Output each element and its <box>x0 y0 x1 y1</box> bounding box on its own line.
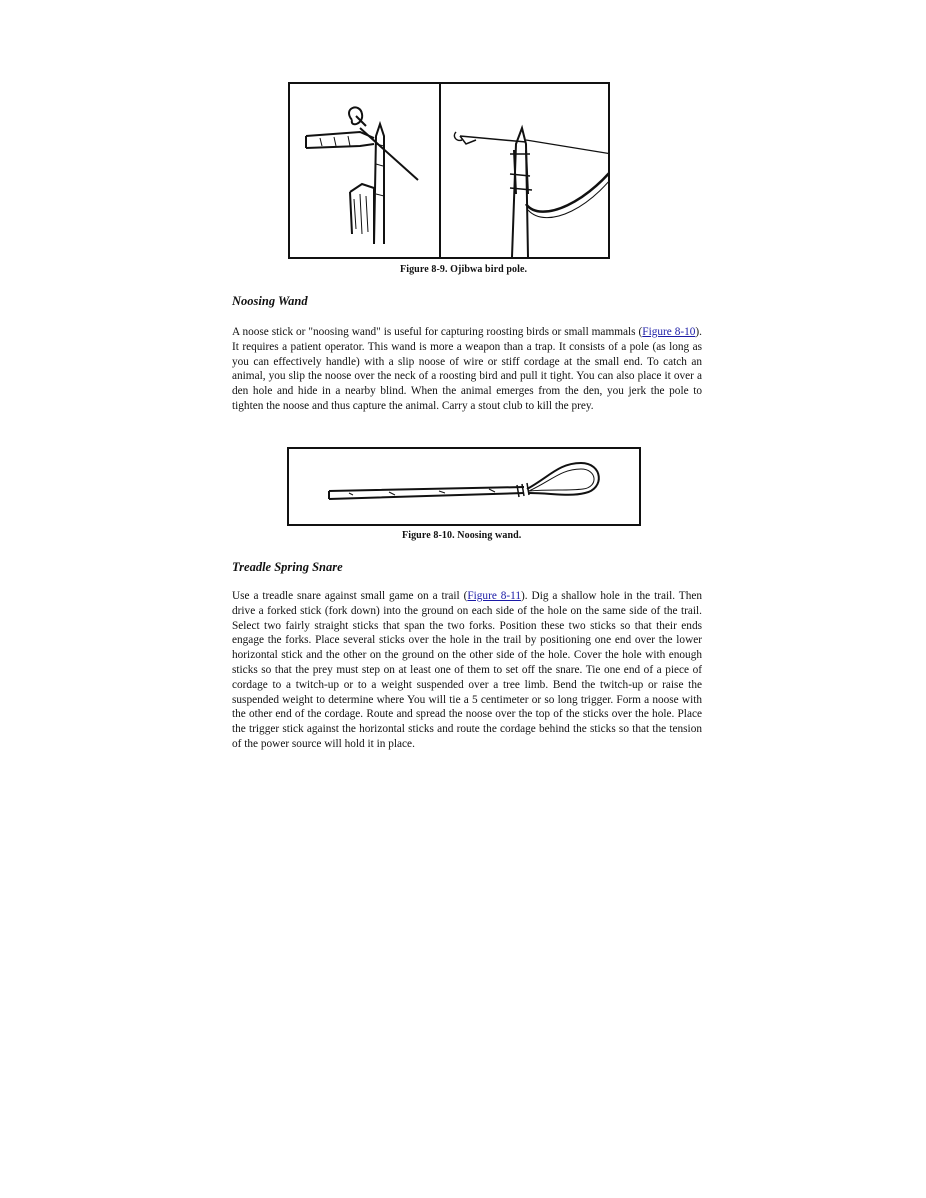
noosing-wand-paragraph <box>232 325 702 414</box>
paragraph-text: ). Dig a shallow hole in the trail. Then drive a forked stick (fork down) into the ground on each side of the hole on the same side of the trail. Select two fairly straight sticks that span the two forks. Position these two sticks so that their ends engage the forks. Place several sticks over the hole in the trail by positioning one end over the lower horizontal stick and the other on the ground on the other side of the hole. Cover the hole with enough sticks so that the prey must step on at least one of them to set off the snare. Tie one end of a piece of cordage to a twitch-up or to a weight suspended over a tree limb. Bend the twitch-up or raise the suspended weight to determine where You will tie a 5 centimeter or so long trigger. Form a noose with the other end of the cordage. Route and spread the noose over the top of the sticks over the hole. Place the trigger stick against the horizontal sticks and route the cordage behind the sticks so that the tension of the power source will hold it in place. <box>232 590 703 750</box>
figure-8-10-caption: Figure 8-10. Noosing wand. <box>402 530 522 541</box>
ojibwa-bird-pole-drawing <box>290 84 608 257</box>
figure-8-11-link[interactable]: Figure 8-11 <box>467 590 522 602</box>
treadle-spring-snare-paragraph <box>232 589 702 752</box>
noosing-wand-heading: Noosing Wand <box>232 294 308 308</box>
paragraph-text: ). It requires a patient operator. This wand is more a weapon than a trap. It consists of a pole (as long as you can effectively handle) with a slip noose of wire or stiff cordage at the small end. To catch an animal, you slip the noose over the neck of a roosting bird and pull it tight. You can also place it over a den hole and hide in a nearby blind. When the animal emerges from the den, you jerk the pole to tighten the noose and thus capture the animal. Carry a stout club to kill the prey. <box>232 326 703 412</box>
treadle-spring-snare-heading: Treadle Spring Snare <box>232 560 343 574</box>
figure-8-10-illustration <box>287 447 641 526</box>
figure-8-10-link[interactable]: Figure 8-10 <box>642 326 696 338</box>
paragraph-text: A noose stick or "noosing wand" is useful for capturing roosting birds or small mammals ( <box>232 326 643 338</box>
figure-panel-divider <box>439 84 441 257</box>
noosing-wand-drawing <box>289 449 639 524</box>
paragraph-text: Use a treadle snare against small game on a trail ( <box>232 590 468 602</box>
figure-8-9-caption: Figure 8-9. Ojibwa bird pole. <box>400 264 528 275</box>
figure-8-9-illustration <box>288 82 610 259</box>
